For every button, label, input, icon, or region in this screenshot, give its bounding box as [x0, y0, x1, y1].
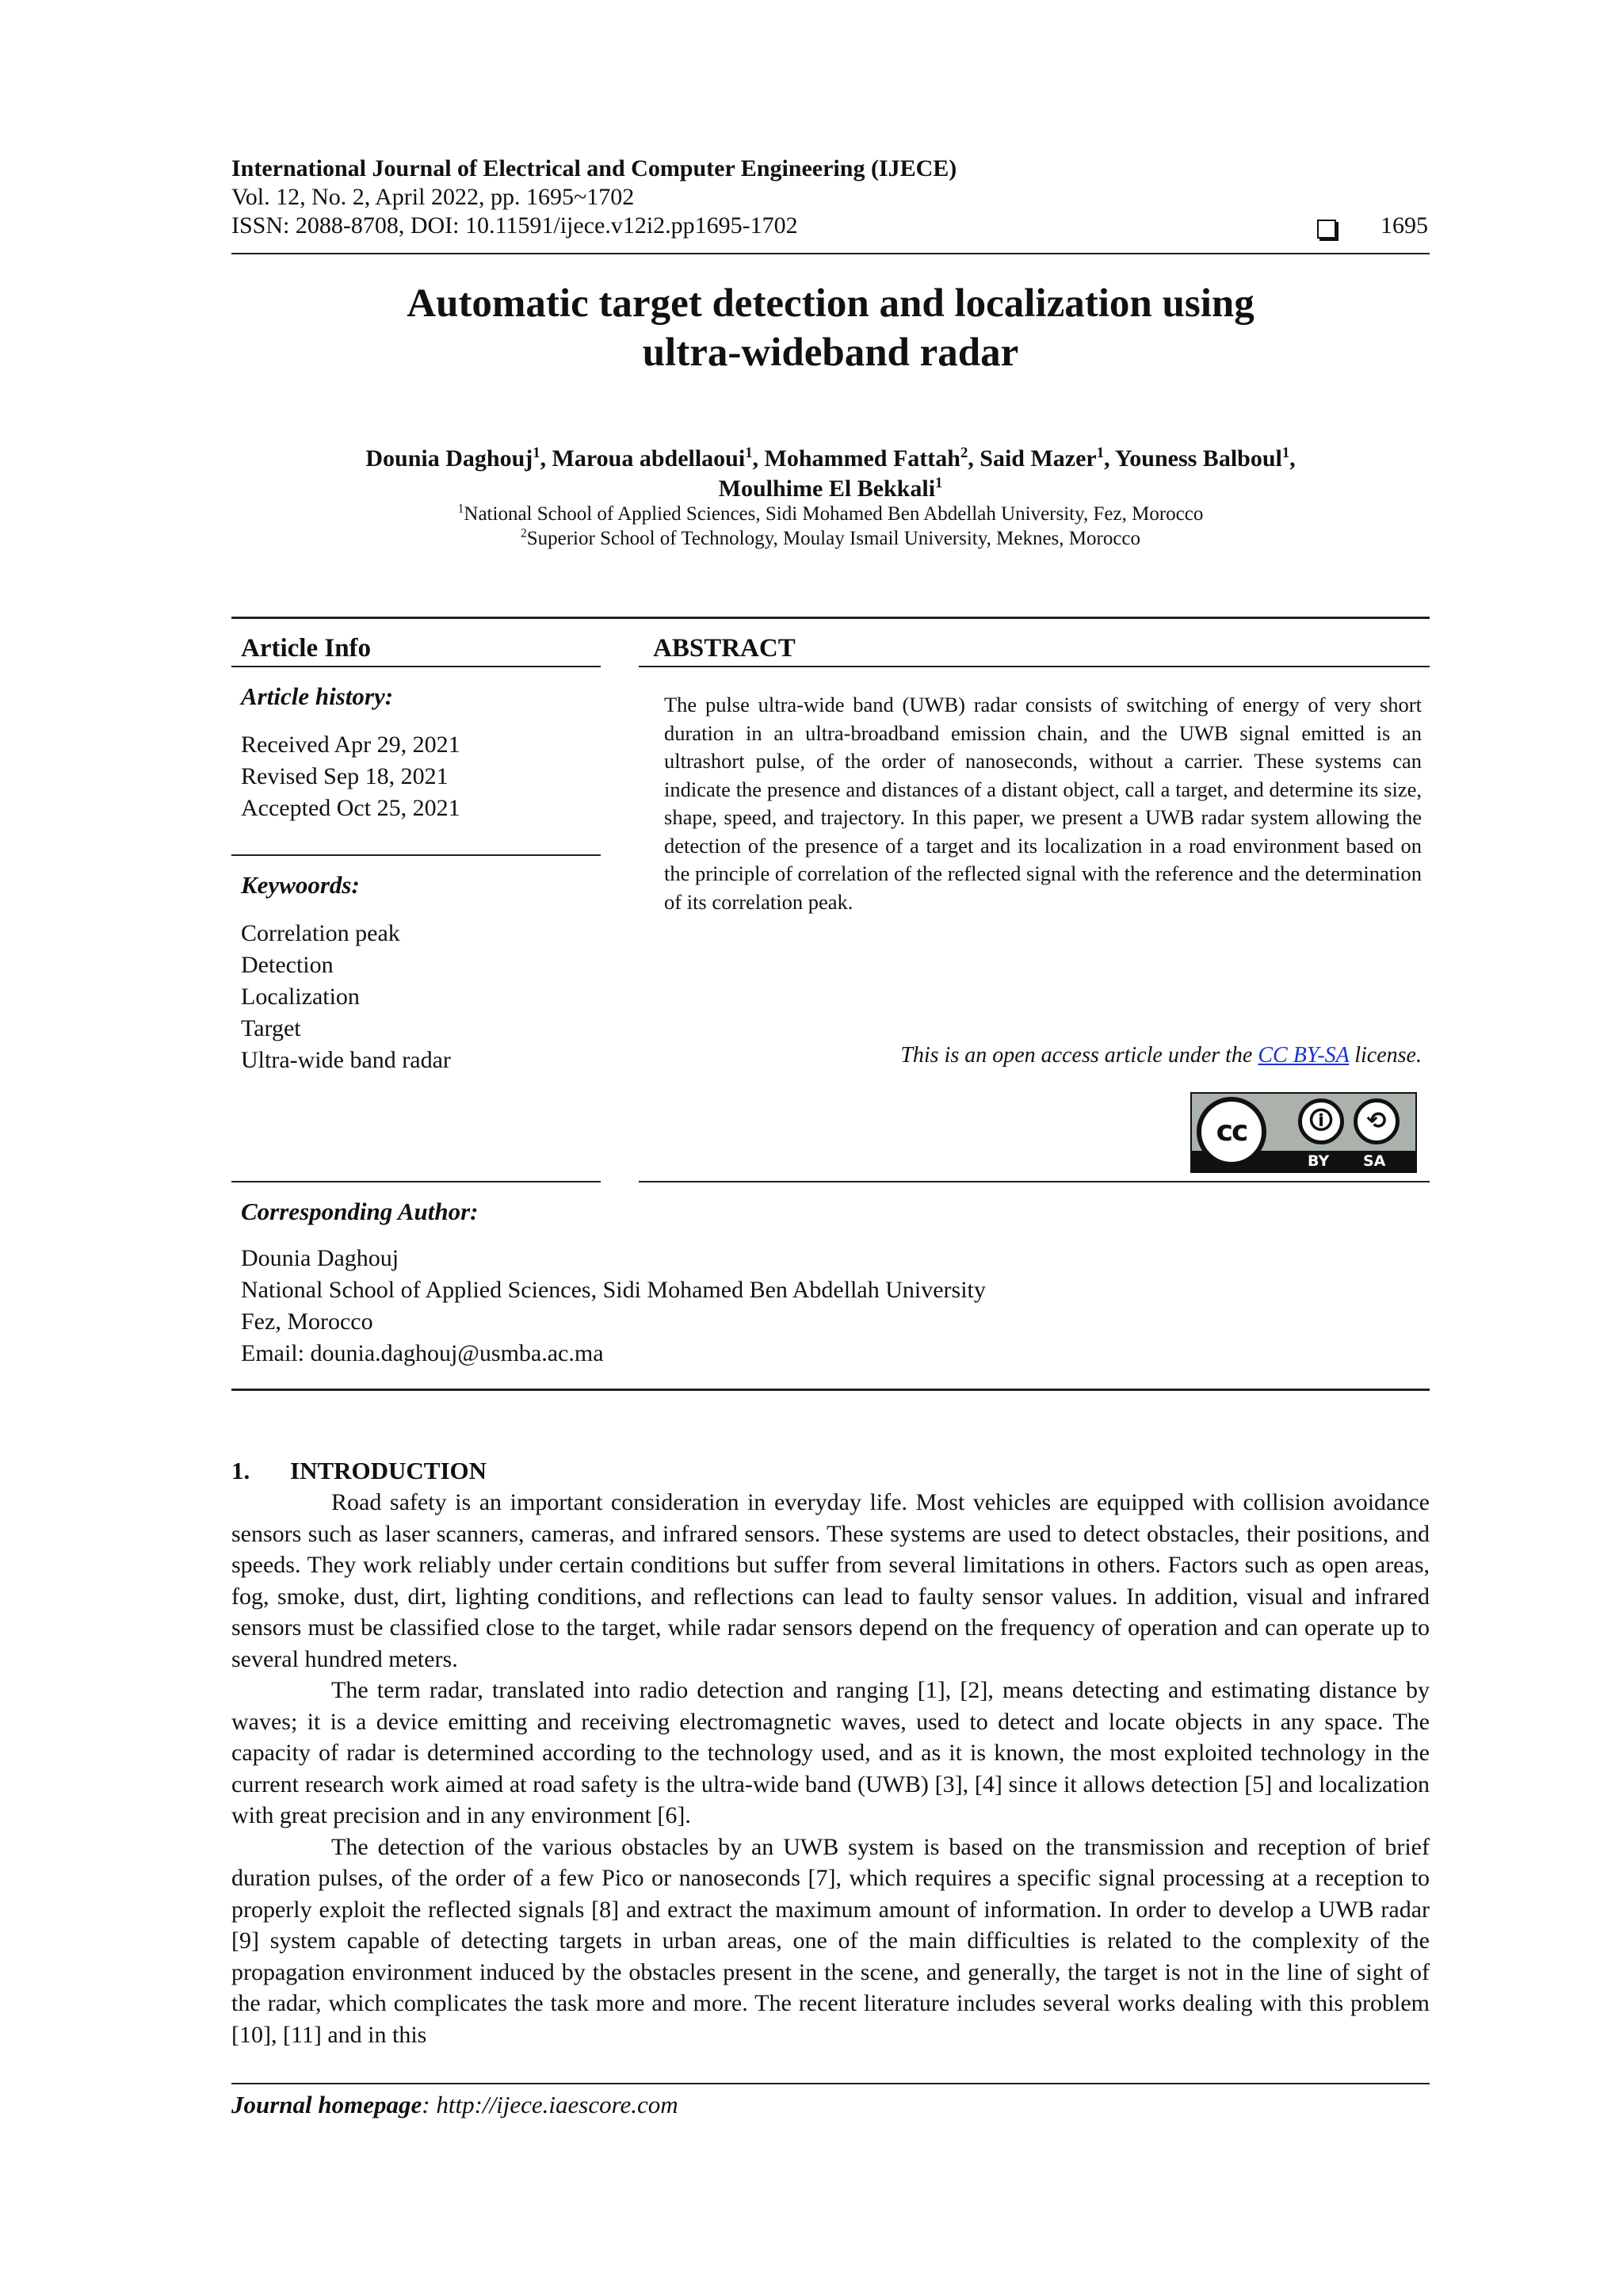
- author-line-1: [231, 444, 1430, 474]
- history-revised: Revised Sep 18, 2021: [241, 763, 449, 789]
- introduction-body: [231, 1487, 1430, 2050]
- body-paragraph: The detection of the various obstacles by an UWB system is based on the transmission and reception of brief duration pulses, of the order of a few Pico or nanoseconds [7], which requires a specific signal processing at a reception to properly exploit the reflected signals [8] and extract the maximum amount of information. In order to develop a UWB radar [9] system capable of detecting targets in urban areas, one of the main difficulties is related to the complexity of the propagation environment induced by the obstacles present in the scene, and generally, the target is not in the line of sight of the radar, which complicates the task more and more. The recent literature includes several works dealing with this problem [10], [11] and in this: [231, 1833, 1430, 2048]
- title-line-1: Automatic target detection and localization using: [407, 281, 1254, 326]
- cc-by-label: BY: [1308, 1152, 1330, 1170]
- corresponding-institution: National School of Applied Sciences, Sidi Mohamed Ben Abdellah University: [241, 1277, 986, 1303]
- attribution-person-icon: 🛈: [1298, 1098, 1344, 1144]
- author-name: , Said Mazer: [968, 445, 1097, 472]
- history-rule: [231, 854, 601, 856]
- abstract-text: The pulse ultra-wide band (UWB) radar consists of switching of energy of very short duration in an ultra-broadband emission chain, and the UWB signal emitted is an ultrashort pulse, of the order of nanoseconds, without a carrier. These systems can indicate the presence and distances of a distant object, call a target, and determine its size, shape, speed, and trajectory. In this paper, we present a UWB radar system allowing the detection of the presence of a target and its localization in a road environment based on the principle of correlation of the reflected signal with the reference and the determination of its correlation peak.: [664, 693, 1422, 914]
- author-name: , Maroua abdellaoui: [540, 445, 746, 472]
- body-paragraph: Road safety is an important consideration in everyday life. Most vehicles are equipped with collision avoidance sensors such as laser scanners, cameras, and infrared sensors. These systems are used to detect obstacles, their positions, and speeds. They work reliably under certain conditions but suffer from several limitations in others. Factors such as open areas, fog, smoke, dust, dirt, lighting conditions, and reflections can lead to faulty sensor values. In addition, visual and infrared sensors must be classified close to the target, while radar sensors depend on the frequency of operation and can operate up to several hundred meters.: [231, 1489, 1430, 1672]
- abstract-heading: ABSTRACT: [653, 634, 796, 663]
- keyword-item: Correlation peak: [241, 920, 400, 946]
- affiliation-1: [231, 502, 1430, 526]
- corresponding-name: Dounia Daghouj: [241, 1245, 399, 1271]
- license-prefix: This is an open access article under the: [900, 1043, 1258, 1068]
- paper-title: [231, 279, 1430, 377]
- keyword-item: Ultra-wide band radar: [241, 1047, 451, 1073]
- corresponding-email[interactable]: Email: dounia.daghouj@usmba.ac.ma: [241, 1340, 604, 1366]
- homepage-url[interactable]: http://ijece.iaescore.com: [436, 2091, 678, 2118]
- article-info-heading: Article Info: [241, 634, 372, 663]
- section-title: INTRODUCTION: [290, 1457, 487, 1484]
- author-name: , Youness Balboul: [1104, 445, 1282, 472]
- keywords-heading: Keywoords:: [241, 871, 360, 899]
- keyword-item: Target: [241, 1015, 301, 1041]
- info-top-rule: [231, 617, 1430, 619]
- info-head-rule: [231, 666, 601, 667]
- abstract-bottom-rule: [639, 1181, 1430, 1182]
- keyword-item: Localization: [241, 984, 360, 1010]
- keyword-item: Detection: [241, 952, 334, 978]
- history-accepted: Accepted Oct 25, 2021: [241, 795, 460, 821]
- corresponding-author-details: [241, 1243, 986, 1370]
- journal-name: International Journal of Electrical and Computer Engineering (IJECE): [231, 155, 957, 181]
- title-line-2: ultra-wideband radar: [642, 330, 1019, 375]
- license-link[interactable]: CC BY-SA: [1258, 1043, 1350, 1068]
- page-number: 1695: [1381, 212, 1428, 239]
- cc-by-sa-badge-icon[interactable]: [1190, 1092, 1417, 1173]
- author-affil-sup: 1: [1096, 445, 1105, 461]
- homepage-colon: :: [422, 2091, 437, 2118]
- journal-homepage: [231, 2089, 678, 2121]
- section-number: 1.: [231, 1457, 250, 1484]
- author-affil-sup: 1: [745, 445, 753, 461]
- license-statement: [664, 1041, 1422, 1070]
- journal-issn-doi: ISSN: 2088-8708, DOI: 10.11591/ijece.v12i2.pp1695-1702: [231, 212, 798, 239]
- journal-volume: Vol. 12, No. 2, April 2022, pp. 1695~1702: [231, 184, 635, 210]
- author-list: [231, 444, 1430, 504]
- affil-text: National School of Applied Sciences, Sidi Mohamed Ben Abdellah University, Fez, Morocco: [464, 503, 1204, 525]
- affil-text: Superior School of Technology, Moulay Ismail University, Meknes, Morocco: [526, 528, 1141, 549]
- abstract-head-rule: [639, 666, 1430, 667]
- keywords-rule: [231, 1181, 601, 1182]
- corresponding-bottom-rule: [231, 1389, 1430, 1391]
- author-affil-sup: 1: [533, 445, 540, 461]
- homepage-label: Journal homepage: [231, 2091, 422, 2118]
- author-name: Dounia Daghouj: [365, 445, 533, 472]
- body-paragraph: The term radar, translated into radio detection and ranging [1], [2], means detecting and estimating distance by waves; it is a device emitting and receiving electromagnetic waves, used to detect and locate objects in any space. The capacity of radar is determined according to the technology used, and as it is known, the most exploited technology in the current research work aimed at road safety is the ultra-wide band (UWB) [3], [4] since it allows detection [5] and localization with great precision and in any environment [6].: [231, 1677, 1430, 1828]
- author-affil-sup: 1: [1281, 445, 1290, 461]
- checkbox-square-icon: [1317, 220, 1336, 239]
- corresponding-author-heading: Corresponding Author:: [241, 1198, 479, 1225]
- affil-sup: 2: [520, 526, 527, 541]
- author-affil-sup: 2: [960, 445, 968, 461]
- header-rule: [231, 253, 1430, 254]
- author-line-2: [231, 474, 1430, 504]
- license-suffix: license.: [1349, 1043, 1422, 1068]
- section-heading-introduction: [231, 1455, 487, 1487]
- corresponding-location: Fez, Morocco: [241, 1308, 373, 1335]
- cc-sa-label: SA: [1363, 1152, 1386, 1170]
- author-separator: ,: [1289, 445, 1296, 472]
- article-history-list: [241, 729, 460, 824]
- affiliation-2: [231, 527, 1430, 551]
- author-affil-sup: 1: [935, 475, 943, 491]
- article-history-heading: Article history:: [241, 682, 394, 710]
- history-received: Received Apr 29, 2021: [241, 732, 460, 758]
- creative-commons-icon: cc: [1197, 1097, 1266, 1167]
- affil-sup: 1: [457, 502, 464, 516]
- keywords-list: [241, 918, 451, 1076]
- footer-rule: [231, 2083, 1430, 2084]
- author-name: , Mohammed Fattah: [752, 445, 960, 472]
- author-name: Moulhime El Bekkali: [718, 476, 936, 502]
- share-alike-icon: ⟲: [1354, 1098, 1400, 1144]
